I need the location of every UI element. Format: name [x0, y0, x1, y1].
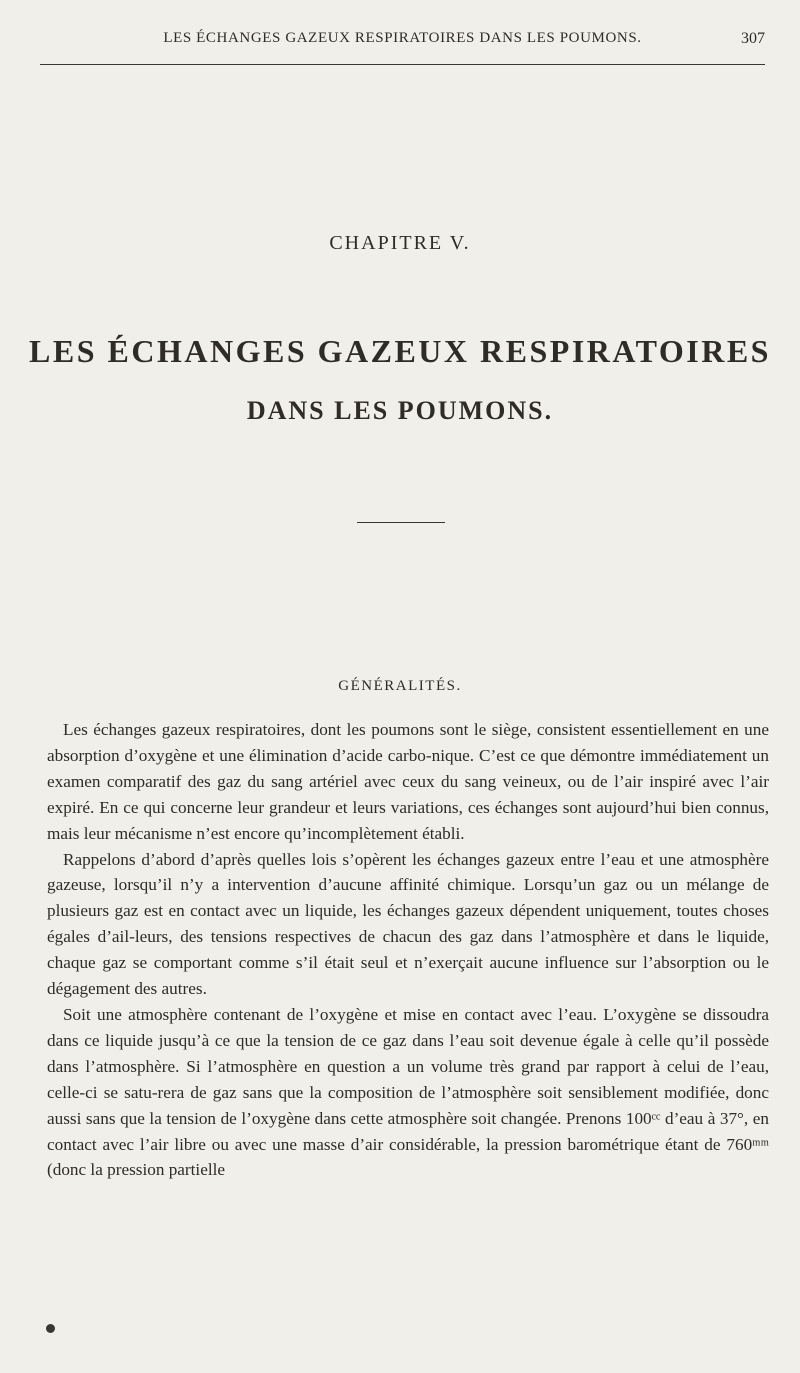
paragraph: Les échanges gazeux respiratoires, dont les poumons sont le siège, consistent essentiellement en une absorption d’oxygène et une élimination d’acide carbo-nique. C’est ce que démontre immédiatement un examen comparatif des gaz du sang artériel avec ceux du sang veineux, ou de l’air inspiré avec l’air expiré. En ce qui concerne leur grandeur et leurs variations, ces échanges sont aujourd’hui bien connus, mais leur mécanisme n’est encore qu’incomplètement établi. — [47, 720, 769, 843]
section-divider — [357, 522, 445, 523]
chapter-title-line-1: LES ÉCHANGES GAZEUX RESPIRATOIRES — [29, 333, 771, 369]
paragraph: Rappelons d’abord d’après quelles lois s’opèrent les échanges gazeux entre l’eau et une atmosphère gazeuse, lorsqu’il n’y a intervention d’aucune affinité chimique. Lorsqu’un gaz ou un mélange de plusieurs gaz est en contact avec un liquide, les échanges gazeux dépendent uniquement, toutes choses égales d’ail-leurs, des tensions respectives de chacun des gaz dans l’atmosphère et dans le liquide, chaque gaz se comportant comme s’il était seul et n’exerçait aucune influence sur l’absorption ou le dégagement des autres. — [47, 849, 769, 999]
ink-spot — [46, 1324, 55, 1333]
page-number: 307 — [741, 30, 765, 47]
body-text — [47, 717, 769, 1183]
paragraph: Soit une atmosphère contenant de l’oxygène et mise en contact avec l’eau. L’oxygène se dissoudra dans ce liquide jusqu’à ce que la tension de ce gaz dans l’eau soit devenue égale à celle qu’il possède dans l’atmosphère. Si l’atmosphère en question a un volume très grand par rapport à celui de l’eau, celle-ci se satu-rera de gaz sans que la composition de l’atmosphère soit sensiblement modifiée, donc aussi sans que la tension de l’oxygène dans cette atmosphère soit changée. Prenons 100ᶜᶜ d’eau à 37°, en contact avec l’air libre ou avec une masse d’air considérable, la pression barométrique étant de 760ᵐᵐ (donc la pression partielle — [47, 1004, 769, 1180]
running-head — [40, 30, 765, 56]
header-rule — [40, 64, 765, 65]
running-title: LES ÉCHANGES GAZEUX RESPIRATOIRES DANS LES POUMONS. — [163, 30, 642, 46]
chapter-number: CHAPITRE V. — [329, 232, 471, 254]
chapter-title-line-2: DANS LES POUMONS. — [246, 396, 554, 425]
section-heading: GÉNÉRALITÉS. — [338, 678, 462, 694]
